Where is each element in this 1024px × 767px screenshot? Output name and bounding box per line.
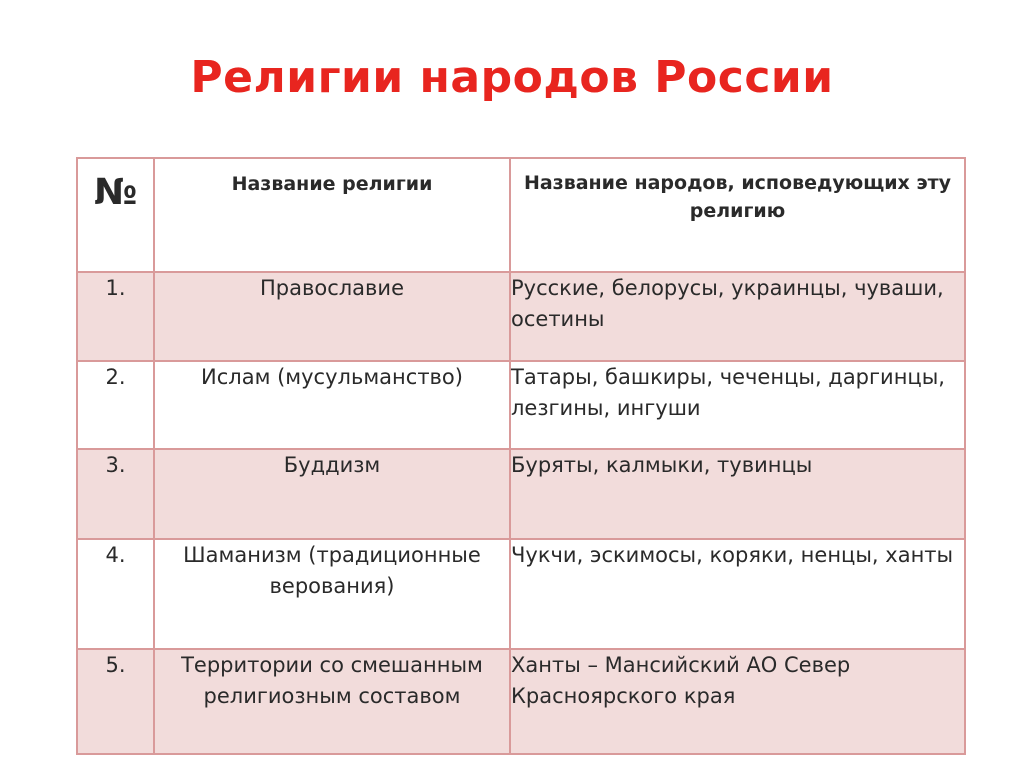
row-number: 4. (77, 539, 154, 649)
peoples-list: Чукчи, эскимосы, коряки, ненцы, ханты (510, 539, 965, 649)
row-number: 1. (77, 272, 154, 361)
peoples-list: Татары, башкиры, чеченцы, даргинцы, лезгины, ингуши (510, 361, 965, 449)
table-row (77, 649, 965, 754)
religion-name: Православие (154, 272, 510, 361)
header-number: № (77, 158, 154, 272)
row-number: 2. (77, 361, 154, 449)
row-number: 3. (77, 449, 154, 539)
row-number: 5. (77, 649, 154, 754)
religion-name: Ислам (мусульманство) (154, 361, 510, 449)
table-row (77, 539, 965, 649)
table-row (77, 272, 965, 361)
peoples-list: Русские, белорусы, украинцы, чуваши, осетины (510, 272, 965, 361)
page-title: Религии народов России (190, 52, 834, 103)
table-row (77, 449, 965, 539)
peoples-list: Ханты – Мансийский АО Север Красноярского края (510, 649, 965, 754)
header-religion: Название религии (154, 158, 510, 272)
religion-name: Буддизм (154, 449, 510, 539)
religions-table (76, 157, 966, 755)
peoples-list: Буряты, калмыки, тувинцы (510, 449, 965, 539)
religion-name: Шаманизм (традиционные верования) (154, 539, 510, 649)
table-header-row (77, 158, 965, 272)
religion-name: Территории со смешанным религиозным составом (154, 649, 510, 754)
header-peoples: Название народов, исповедующих эту религию (510, 158, 965, 272)
table-row (77, 361, 965, 449)
